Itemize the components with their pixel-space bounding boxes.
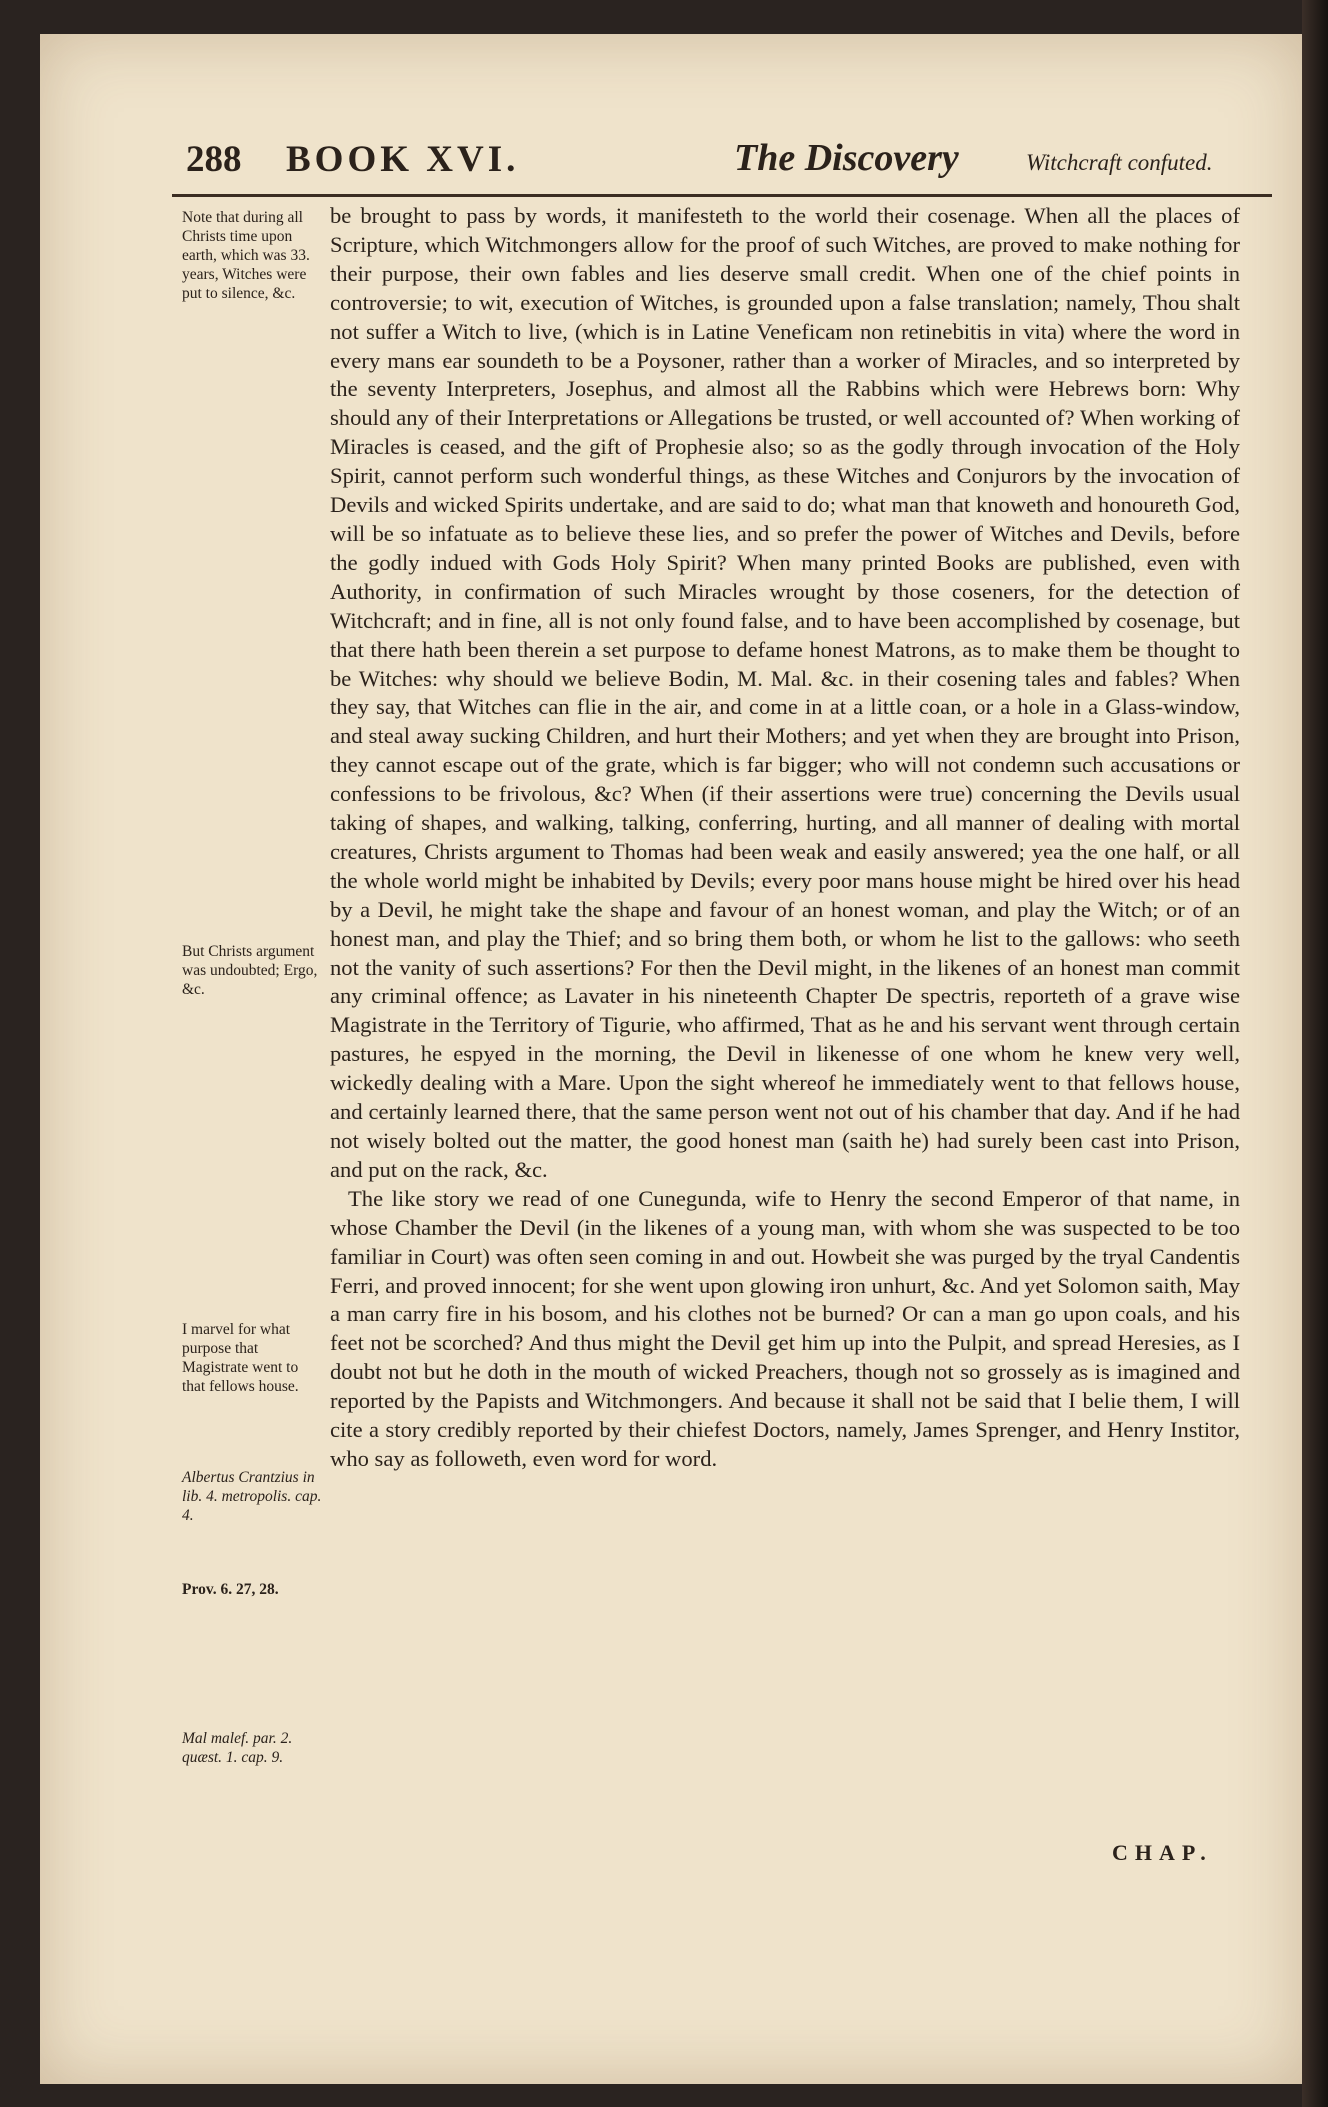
page-number: 288	[186, 139, 242, 180]
catchword: CHAP.	[1112, 1840, 1213, 1865]
body-paragraph-1: be brought to pass by words, it manifesteth to the world their cosenage. When all the places of Scripture, which Witchmongers allow for the proof of such Witches, are proved to make nothing for their purpose, their own fables and lies deserve small credit. When one of the chief points in controversie; to wit, execution of Witches, is grounded upon a false translation; namely, Thou shalt not suffer a Witch to live, (which is in Latine Veneficam non retinebitis in vita) where the word in every mans ear soundeth to be a Poysoner, rather than a worker of Miracles, and so interpreted by the seventy Interpreters, Josephus, and almost all the Rabbins which were Hebrews born: Why should any of their Interpretations or Allegations be trusted, or well accounted of? When working of Miracles is ceased, and the gift of Prophesie also; so as the godly through invocation of the Holy Spirit, cannot perform such wonderful things, as these Witches and Conjurors by the invocation of Devils and wicked Spirits undertake, and are said to do; what man that knoweth and honoureth God, will be so infatuate as to believe these lies, and so prefer the power of Witches and Devils, before the godly indued with Gods Holy Spirit? When many printed Books are published, even with Authority, in confirmation of such Miracles wrought by those coseners, for the detection of Witchcraft; and in fine, all is not only found false, and to have been accomplished by cosenage, but that there hath been therein a set purpose to defame honest Matrons, as to make them be thought to be Witches: why should we believe Bodin, M. Mal. &c. in their cosening tales and fables? When they say, that Witches can flie in the air, and come in at a little coan, or a hole in a Glass-window, and steal away sucking Children, and hurt their Mothers; and yet when they are brought into Prison, they cannot escape out of the grate, which is far bigger; who will not condemn such accusations or confessions to be frivolous, &c? When (if their assertions were true) concerning the Devils usual taking of shapes, and walking, talking, conferring, hurting, and all manner of dealing with mortal creatures, Christs argument to Thomas had been weak and easily answered; yea the one half, or all the whole world might be inhabited by Devils; every poor mans house might be hired over his head by a Devil, he might take the shape and favour of an honest woman, and play the Witch; or of an honest man, and play the Thief; and so bring them both, or whom he list to the gallows: who seeth not the vanity of such assertions? For then the Devil might, in the likenes of an honest man commit any criminal offence; as Lavater in his nineteenth Chapter De spectris, reporteth of a grave wise Magistrate in the Territory of Tigurie, who affirmed, That as he and his servant went through certain pastures, he espyed in the morning, the Devil in likenesse of one whom he knew very well, wickedly dealing with a Mare. Upon the sight whereof he immediately went to that fellows house, and certainly learned there, that the same person went not out of his chamber that day. And if he had not wisely bolted out the matter, the good honest man (saith he) had surely been cast into Prison, and put on the rack, &c.	[330, 203, 1240, 1182]
body-paragraph-2: The like story we read of one Cunegunda, wife to Henry the second Emperor of that name, in whose Chamber the Devil (in the likenes of a young man, with whom she was suspected to be too familiar in Court) was often seen coming in and out. Howbeit she was purged by the tryal Candentis Ferri, and proved innocent; for she went upon glowing iron unhurt, &c. And yet Solomon saith, May a man carry fire in his bosom, and his clothes not be burned? Or can a man go upon coals, and his feet not be scorched? And thus might the Devil get him up into the Pulpit, and spread Heresies, as I doubt not but he doth in the mouth of wicked Preachers, though not so grossely as is imagined and reported by the Papists and Witchmongers. And because it shall not be said that I belie them, I will cite a story credibly reported by their chiefest Doctors, namely, James Sprenger, and Henry Institor, who say as followeth, even word for word.	[330, 1185, 1240, 1471]
margin-note-3: I marvel for what purpose that Magistrate went to that fellows house.	[182, 1321, 299, 1395]
running-head-title: The Discovery	[734, 137, 959, 179]
main-text-column	[330, 202, 1240, 1474]
margin-note-1: Note that during all Christs time upon earth, which was 33. years, Witches were put to silence, &c.	[182, 209, 310, 302]
margin-note-6: Mal malef. par. 2. quæst. 1. cap. 9.	[182, 1730, 293, 1766]
header-rule	[172, 194, 1272, 197]
running-head-subject: Witchcraft confuted.	[1026, 150, 1213, 175]
book-label: BOOK XVI.	[286, 139, 520, 180]
book-page	[40, 34, 1302, 2084]
margin-note-4: Albertus Crantzius in lib. 4. metropolis. cap. 4.	[182, 1469, 322, 1524]
margin-note-5: Prov. 6. 27, 28.	[182, 1581, 279, 1598]
margin-note-2: But Christs argument was undoubted; Ergo, &c.	[182, 943, 318, 998]
book-edge	[1302, 0, 1328, 2107]
